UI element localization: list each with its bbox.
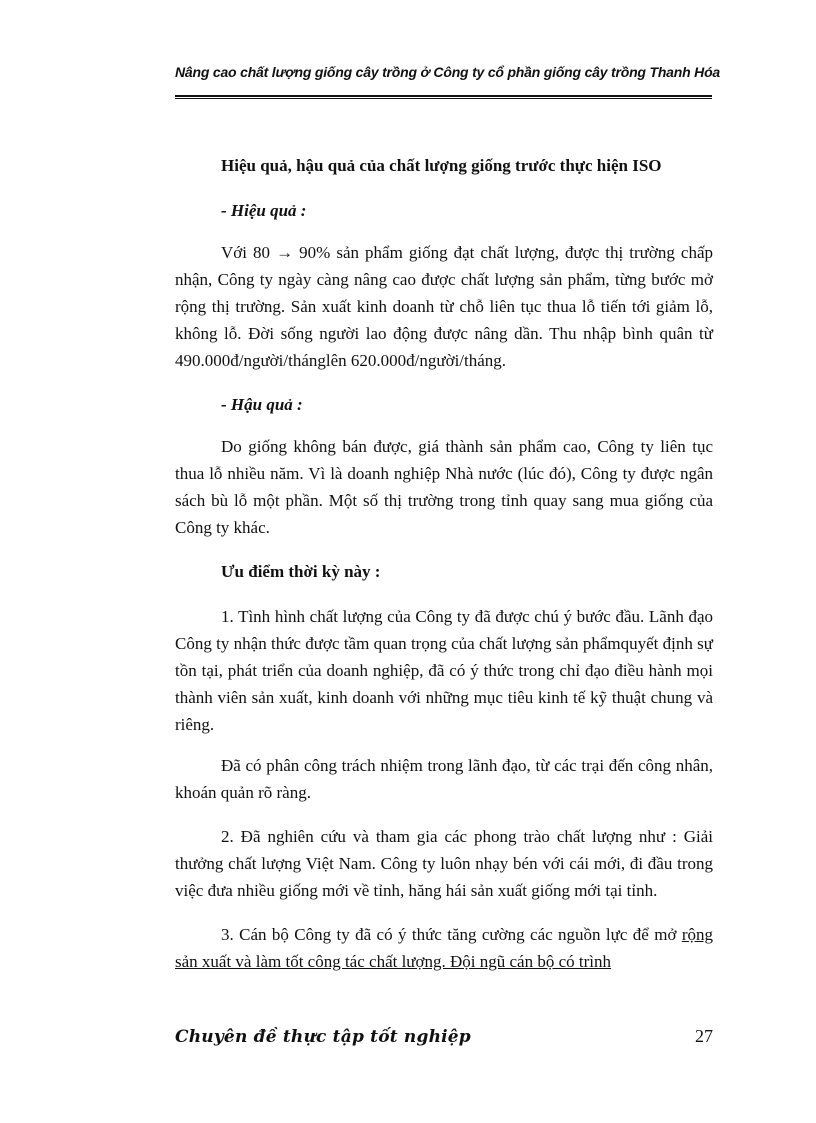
section-heading-advantages: Ưu điểm thời kỳ này :: [221, 562, 381, 581]
paragraph-advantage-1b: Đã có phân công trách nhiệm trong lãnh đạo, từ các trại đến công nhân, khoán quản rõ ràng.: [175, 756, 713, 802]
subheading-hieu-qua: - Hiệu quả :: [221, 201, 307, 220]
paragraph-advantage-3-line1: 3. Cán bộ Công ty đã có ý thức tăng cường các nguồn lực để mở: [221, 925, 677, 944]
subheading-hau-qua: - Hậu quả :: [221, 395, 303, 414]
running-header: Nâng cao chất lượng giống cây trồng ở Công ty cổ phần giống cây trồng Thanh Hóa: [175, 64, 721, 80]
paragraph-hau-qua: Do giống không bán được, giá thành sản phẩm cao, Công ty liên tục thua lỗ nhiều năm. Vì là doanh nghiệp Nhà nước (lúc đó), Công ty được ngân sách bù lỗ một phần. Một số thị trường trong tỉnh quay sang mua giống của Công ty khác.: [175, 437, 713, 537]
paragraph-advantage-3-line2: rộng sản xuất và làm tốt công tác chất lượng. Đội ngũ cán bộ có trình: [175, 925, 713, 971]
page-body: [175, 152, 713, 975]
paragraph-advantage-1: 1. Tình hình chất lượng của Công ty đã được chú ý bước đầu. Lãnh đạo Công ty nhận thức được tầm quan trọng của chất lượng sản phẩmquyết định sự tồn tại, phát triển của doanh nghiệp, đã có ý thức trong chỉ đạo điều hành mọi thành viên sản xuất, kinh doanh với những mục tiêu kinh tế kỹ thuật chung và riêng.: [175, 607, 713, 734]
page-number: 27: [695, 1026, 713, 1046]
paragraph-hieu-qua: Với 80 → 90% sản phẩm giống đạt chất lượng, được thị trường chấp nhận, Công ty ngày càng nâng cao được chất lượng sản phẩm, từng bước mở rộng thị trường. Sản xuất kinh doanh từ chỗ liên tục thua lỗ tiến tới giảm lỗ, không lỗ. Đời sống người lao động được nâng dần. Thu nhập bình quân từ 490.000đ/người/thánglên 620.000đ/người/tháng.: [175, 243, 713, 370]
paragraph-advantage-2: 2. Đã nghiên cứu và tham gia các phong trào chất lượng như : Giải thưởng chất lượng Việt Nam. Công ty luôn nhạy bén với cái mới, đi đầu trong việc đưa nhiều giống mới về tỉnh, hăng hái sản xuất giống mới tại tỉnh.: [175, 827, 713, 900]
page-footer: [175, 1026, 713, 1047]
paragraph-advantage-3: [175, 921, 713, 975]
section-heading-effects: Hiệu quả, hậu quả của chất lượng giống trước thực hiện ISO: [221, 156, 662, 175]
header-rule: [175, 95, 712, 99]
footer-title: Chuyên đề thực tập tốt nghiệp: [175, 1027, 471, 1047]
